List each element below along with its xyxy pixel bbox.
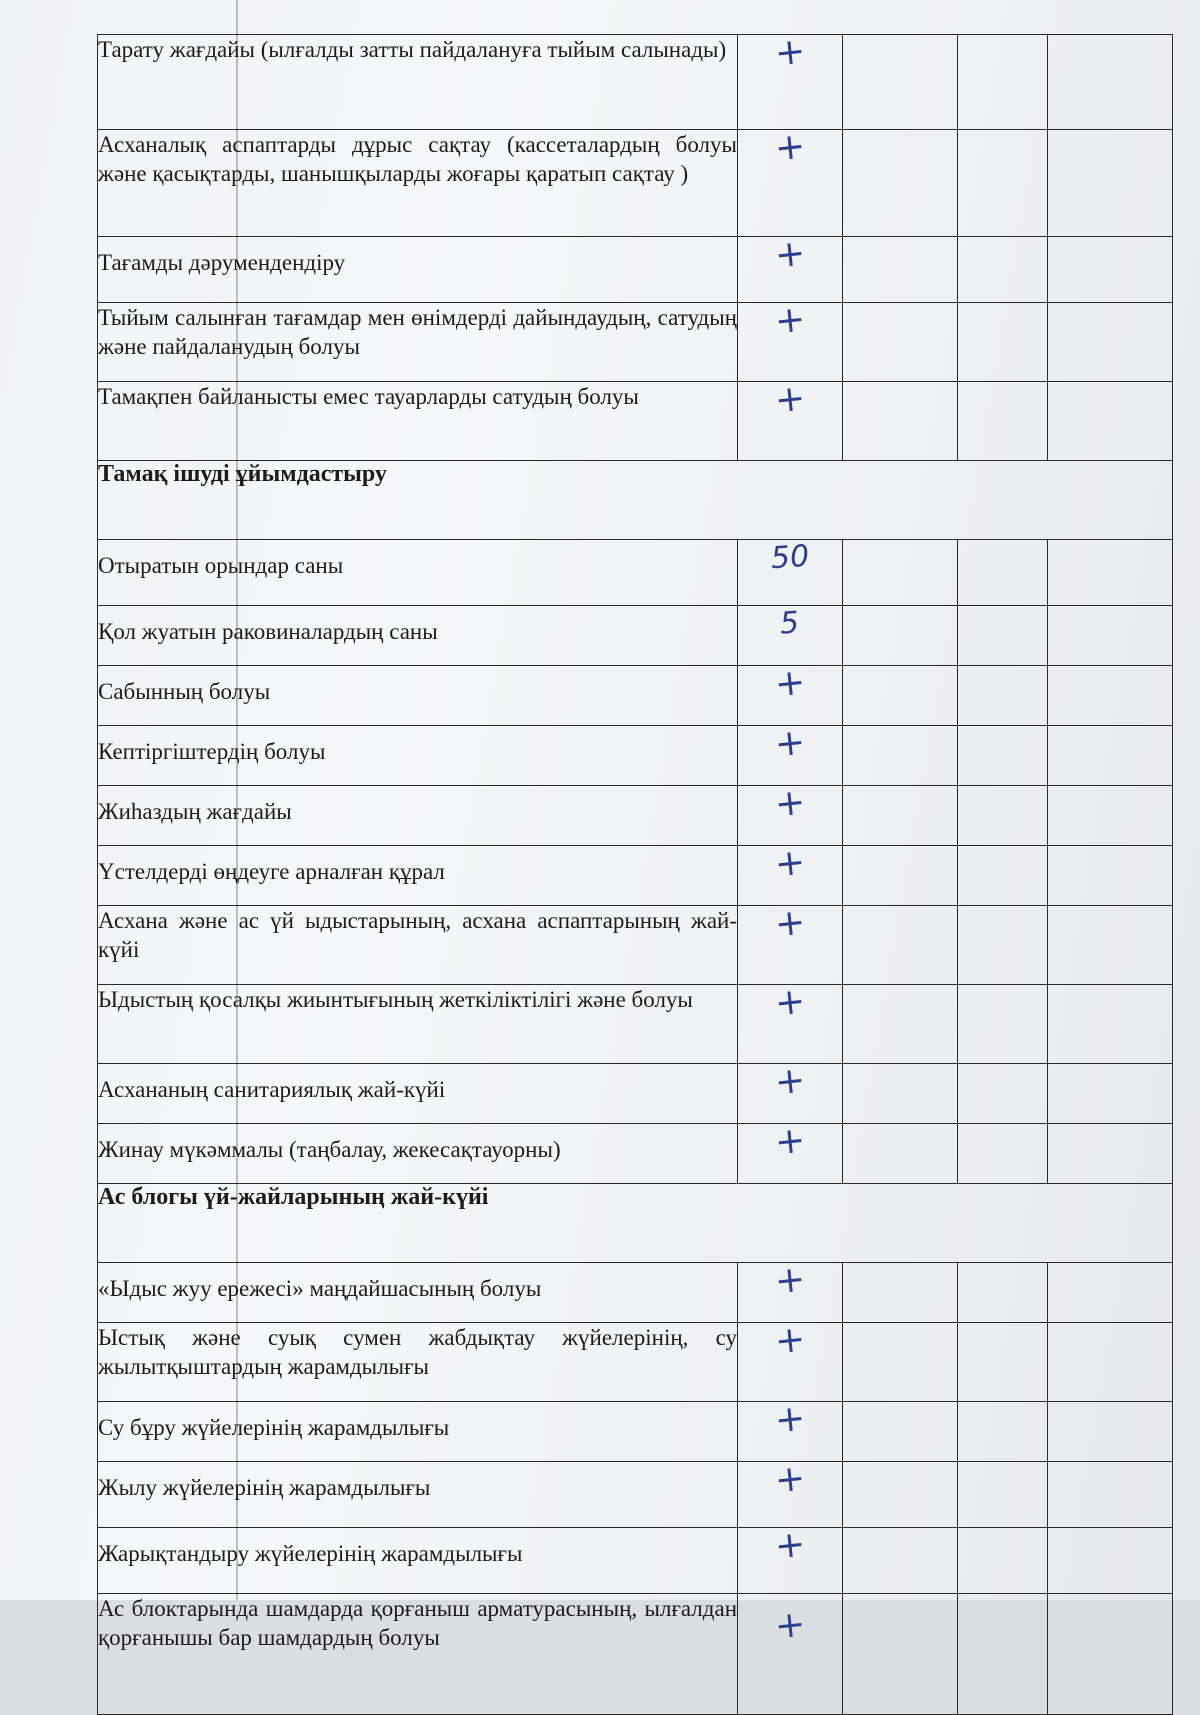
table-row <box>98 1323 1173 1402</box>
empty-cell <box>1048 303 1173 382</box>
table-row <box>98 35 1173 130</box>
empty-cell <box>958 1528 1048 1594</box>
item-text: Ыстық және суық сумен жабдықтау жүйелерінің, су жылытқыштардың жарамдылығы <box>98 1323 738 1402</box>
handwritten-mark: + <box>772 232 808 277</box>
empty-cell <box>1048 237 1173 303</box>
mark-cell <box>738 1258 843 1323</box>
mark-cell <box>738 661 843 726</box>
empty-cell <box>958 846 1048 906</box>
handwritten-mark: + <box>772 30 808 75</box>
empty-cell <box>958 1594 1048 1715</box>
handwritten-mark: + <box>772 1397 808 1442</box>
item-text: Асханалық аспаптарды дұрыс сақтау (кассеталардың болуы және қасықтарды, шанышқыларды жоғары қаратып сақтау ) <box>98 130 738 237</box>
checklist-table <box>97 30 1173 1715</box>
empty-cell <box>843 382 958 461</box>
empty-cell <box>1048 985 1173 1064</box>
empty-cell <box>958 906 1048 985</box>
empty-cell <box>1048 786 1173 846</box>
empty-cell <box>843 237 958 303</box>
empty-cell <box>843 1124 958 1184</box>
empty-cell <box>958 130 1048 237</box>
item-text: Тағамды дәрумендендіру <box>98 237 738 303</box>
empty-cell <box>1048 1064 1173 1124</box>
mark-cell <box>738 721 843 786</box>
handwritten-number: 50 <box>769 538 811 577</box>
empty-cell <box>1048 540 1173 606</box>
item-text: Асхананың санитариялық жай-күйі <box>98 1064 738 1124</box>
item-text: Қол жуатын раковиналардың саны <box>98 606 738 666</box>
item-text: Тыйым салынған тағамдар мен өнімдерді дайындаудың, сатудың және пайдаланудың болуы <box>98 303 738 382</box>
empty-cell <box>1048 726 1173 786</box>
item-text: Жинау мүкәммалы (таңбалау, жекесақтауорны) <box>98 1124 738 1184</box>
table-row <box>98 906 1173 985</box>
empty-cell <box>958 1462 1048 1528</box>
item-text: Жылу жүйелерінің жарамдылығы <box>98 1462 738 1528</box>
mark-cell <box>738 1397 843 1462</box>
table-row <box>98 1462 1173 1528</box>
empty-cell <box>1048 1263 1173 1323</box>
table-row <box>98 303 1173 382</box>
empty-cell <box>958 1124 1048 1184</box>
empty-cell <box>843 906 958 985</box>
mark-cell <box>738 980 843 1064</box>
item-text: Жарықтандыру жүйелерінің жарамдылығы <box>98 1528 738 1594</box>
mark-cell <box>738 1523 843 1594</box>
section-row <box>98 461 1173 540</box>
empty-cell <box>1048 906 1173 985</box>
empty-cell <box>1048 382 1173 461</box>
item-text: «Ыдыс жуу ережесі» маңдайшасының болуы <box>98 1263 738 1323</box>
handwritten-mark: + <box>772 1457 808 1502</box>
empty-cell <box>843 1594 958 1715</box>
empty-cell <box>843 35 958 130</box>
empty-cell <box>958 786 1048 846</box>
table-row <box>98 1263 1173 1323</box>
empty-cell <box>958 666 1048 726</box>
section-row <box>98 1184 1173 1263</box>
mark-cell <box>738 841 843 906</box>
empty-cell <box>1048 1594 1173 1715</box>
handwritten-number: 5 <box>779 605 801 642</box>
item-text: Ыдыстың қосалқы жиынтығының жеткіліктілігі және болуы <box>98 985 738 1064</box>
handwritten-mark: + <box>772 377 808 422</box>
empty-cell <box>843 1263 958 1323</box>
section-heading: Тамақ ішуді ұйымдастыру <box>98 461 1173 540</box>
item-text: Үстелдерді өңдеуге арналған құрал <box>98 846 738 906</box>
empty-cell <box>843 846 958 906</box>
empty-cell <box>843 130 958 237</box>
empty-cell <box>843 726 958 786</box>
table-row <box>98 1402 1173 1462</box>
empty-cell <box>958 1323 1048 1402</box>
mark-cell <box>738 1457 843 1528</box>
handwritten-mark: + <box>772 1603 808 1648</box>
empty-cell <box>958 540 1048 606</box>
empty-cell <box>958 382 1048 461</box>
table-row <box>98 382 1173 461</box>
mark-cell <box>738 606 843 666</box>
table-row <box>98 540 1173 606</box>
handwritten-mark: + <box>772 1318 808 1363</box>
empty-cell <box>843 1462 958 1528</box>
item-text: Жиһаздың жағдайы <box>98 786 738 846</box>
item-text: Асхана және ас үй ыдыстарының, асхана аспаптарының жай-күйі <box>98 906 738 985</box>
empty-cell <box>843 540 958 606</box>
empty-cell <box>1048 666 1173 726</box>
table-row <box>98 606 1173 666</box>
table-row <box>98 1124 1173 1184</box>
empty-cell <box>1048 35 1173 130</box>
empty-cell <box>1048 1528 1173 1594</box>
mark-cell <box>738 1594 843 1715</box>
empty-cell <box>958 303 1048 382</box>
empty-cell <box>1048 846 1173 906</box>
empty-cell <box>843 1528 958 1594</box>
empty-cell <box>843 666 958 726</box>
handwritten-mark: + <box>772 298 808 343</box>
item-text: Сабынның болуы <box>98 666 738 726</box>
mark-cell <box>738 540 843 606</box>
handwritten-mark: + <box>772 901 808 946</box>
mark-cell <box>738 781 843 846</box>
empty-cell <box>843 1323 958 1402</box>
empty-cell <box>1048 130 1173 237</box>
mark-cell <box>738 1318 843 1402</box>
empty-cell <box>958 985 1048 1064</box>
handwritten-mark: + <box>772 661 808 706</box>
empty-cell <box>1048 1402 1173 1462</box>
table-row <box>98 786 1173 846</box>
empty-cell <box>843 985 958 1064</box>
empty-cell <box>843 303 958 382</box>
empty-cell <box>958 237 1048 303</box>
handwritten-mark: + <box>772 721 808 766</box>
empty-cell <box>843 1402 958 1462</box>
item-text: Су бұру жүйелерінің жарамдылығы <box>98 1402 738 1462</box>
empty-cell <box>958 35 1048 130</box>
empty-cell <box>1048 1124 1173 1184</box>
empty-cell <box>1048 1323 1173 1402</box>
empty-cell <box>958 1263 1048 1323</box>
table-row <box>98 1594 1173 1715</box>
empty-cell <box>1048 606 1173 666</box>
item-text: Кептіргіштердің болуы <box>98 726 738 786</box>
table-row <box>98 237 1173 303</box>
handwritten-mark: + <box>772 1119 808 1164</box>
mark-cell <box>738 30 843 130</box>
mark-cell <box>738 377 843 461</box>
empty-cell <box>1048 1462 1173 1528</box>
empty-cell <box>958 1402 1048 1462</box>
empty-cell <box>958 1064 1048 1124</box>
table-row <box>98 726 1173 786</box>
handwritten-mark: + <box>772 1258 808 1303</box>
item-text: Тамақпен байланысты емес тауарларды сатудың болуы <box>98 382 738 461</box>
table-row <box>98 846 1173 906</box>
mark-cell <box>738 232 843 303</box>
mark-cell <box>738 901 843 985</box>
mark-cell <box>738 1059 843 1124</box>
empty-cell <box>843 606 958 666</box>
empty-cell <box>843 786 958 846</box>
handwritten-mark: + <box>772 980 808 1025</box>
item-text: Отыратын орындар саны <box>98 540 738 606</box>
handwritten-mark: + <box>772 125 808 170</box>
mark-cell <box>738 298 843 382</box>
empty-cell <box>843 1064 958 1124</box>
item-text: Тарату жағдайы (ылғалды затты пайдалануға тыйым салынады) <box>98 35 738 130</box>
table-row <box>98 985 1173 1064</box>
empty-cell <box>958 606 1048 666</box>
handwritten-mark: + <box>772 781 808 826</box>
empty-cell <box>958 726 1048 786</box>
item-text: Ас блоктарында шамдарда қорғаныш арматурасының, ылғалдан қорғанышы бар шамдардың болуы <box>98 1594 738 1715</box>
table-row <box>98 666 1173 726</box>
section-heading: Ас блогы үй-жайларының жай-күйі <box>98 1184 1173 1263</box>
handwritten-mark: + <box>772 1059 808 1104</box>
handwritten-mark: + <box>772 841 808 886</box>
mark-cell <box>738 125 843 237</box>
table-row <box>98 1528 1173 1594</box>
mark-cell <box>738 1119 843 1184</box>
table-row <box>98 130 1173 237</box>
table-row <box>98 1064 1173 1124</box>
handwritten-mark: + <box>772 1523 808 1568</box>
